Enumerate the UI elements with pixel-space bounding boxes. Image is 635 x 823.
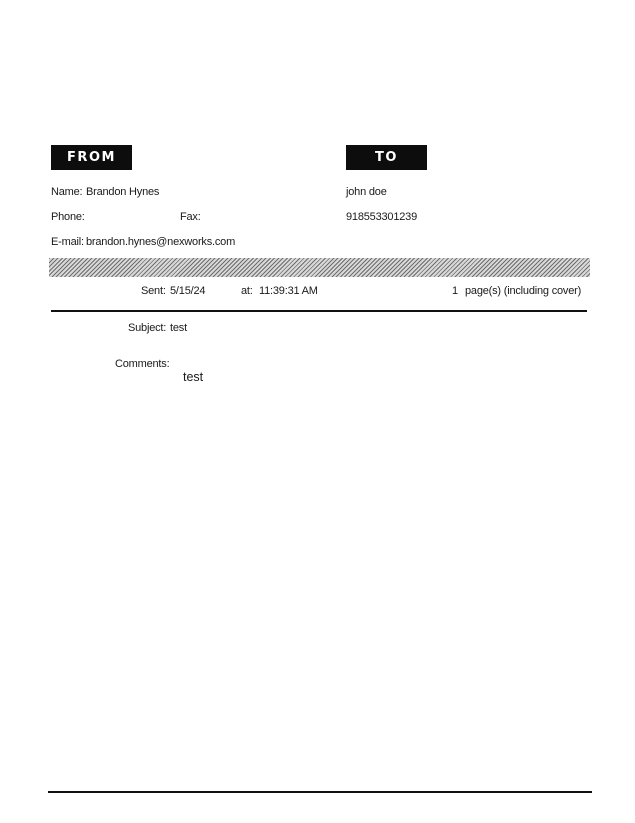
to-header	[346, 145, 427, 170]
pages-label: page(s) (including cover)	[465, 285, 582, 297]
sent-time: 11:39:31 AM	[259, 285, 318, 297]
from-name-label: Name:	[51, 186, 83, 198]
hatched-divider	[49, 258, 590, 277]
sent-at-label: at:	[241, 285, 253, 297]
sent-date: 5/15/24	[170, 285, 206, 297]
comments-label: Comments:	[115, 358, 170, 370]
comments-value: test	[183, 370, 204, 384]
from-name-value: Brandon Hynes	[86, 186, 160, 198]
sent-label: Sent:	[141, 285, 166, 297]
to-name-value: john doe	[346, 186, 387, 198]
to-header-text: TO	[375, 150, 398, 165]
page-count: 1	[452, 285, 458, 297]
from-email-label: E-mail:	[51, 236, 84, 248]
header-rule	[51, 310, 587, 312]
from-phone-label: Phone:	[51, 211, 85, 223]
subject-value: test	[170, 322, 187, 334]
from-header-text: FROM	[67, 150, 116, 165]
from-header	[51, 145, 132, 170]
from-email-value: brandon.hynes@nexworks.com	[86, 236, 236, 248]
subject-label: Subject:	[128, 322, 167, 334]
to-number-value: 918553301239	[346, 211, 418, 223]
from-fax-label: Fax:	[180, 211, 201, 223]
footer-rule	[48, 791, 592, 793]
